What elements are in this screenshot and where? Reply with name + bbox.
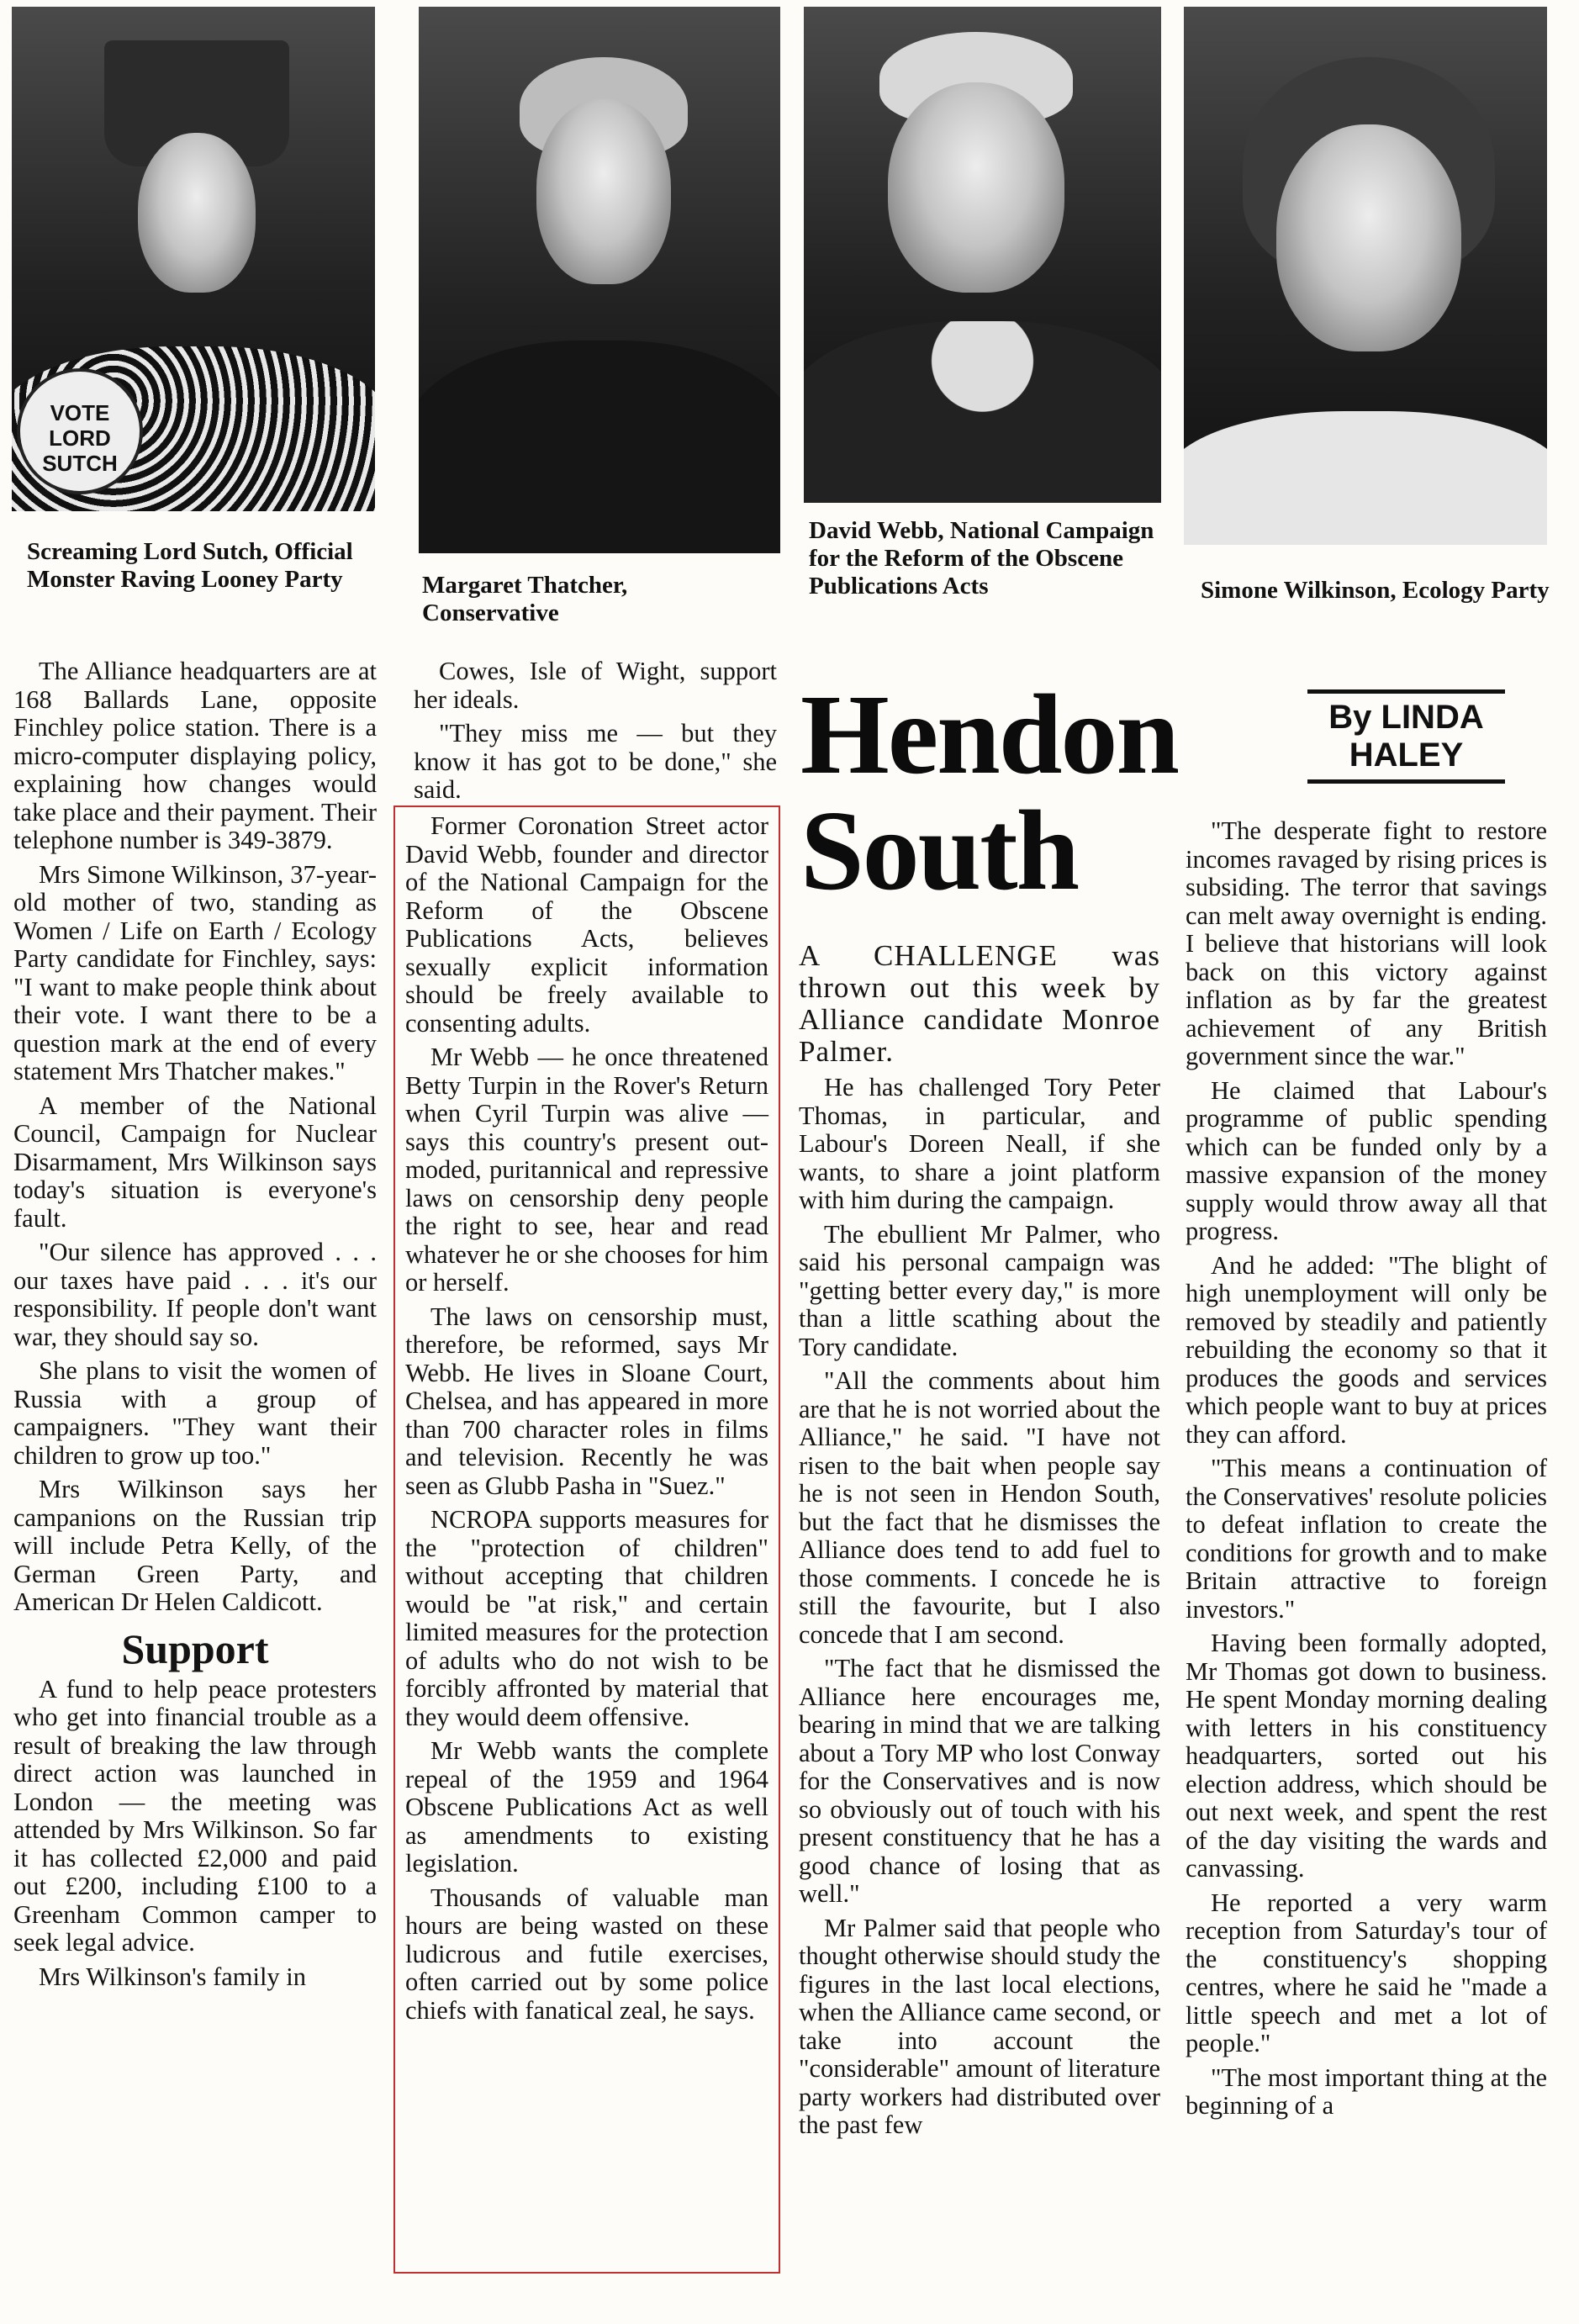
paragraph: "This means a continuation of the Conservatives' resolute policies to defeat inflation to create the conditions for growth and to make Britain attractive to foreign investors."	[1186, 1454, 1547, 1624]
column-2-top	[414, 658, 777, 811]
photo-simone-wilkinson	[1184, 7, 1547, 545]
paragraph: Mr Webb wants the complete repeal of the 1959 and 1964 Obscene Publications Act as well as amendments to existing legislation.	[405, 1736, 768, 1878]
caption-david-webb: David Webb, National Campaign for the Reform of the Obscene Publications Acts	[809, 517, 1154, 599]
paragraph: The Alliance headquarters are at 168 Ballards Lane, opposite Finchley police station. There is a micro-computer displaying policy, explaining how changes would take place and their payment. Their telephone number is 349-3879.	[13, 657, 377, 854]
paragraph: Former Coronation Street actor David Webb, founder and director of the National Campaign for the Reform of the Obscene Publications Acts, believes sexually explicit information should be freely available to consenting adults.	[405, 811, 768, 1038]
caption-margaret-thatcher: Margaret Thatcher, Conservative	[422, 572, 628, 626]
headline: Hendon South	[800, 672, 1179, 914]
paragraph: Mr Webb — he once threatened Betty Turpin in the Rover's Return when Cyril Turpin was alive — says this country's present out-moded, puritannical and repressive laws on censorship deny people the right to see, hear and read whatever he or she chooses for him or herself.	[405, 1043, 768, 1297]
subheading-support: Support	[121, 1624, 269, 1672]
byline: By LINDA HALEY	[1307, 689, 1505, 784]
paragraph: Cowes, Isle of Wight, support her ideals.	[414, 657, 777, 714]
photo-margaret-thatcher	[419, 7, 780, 553]
paragraph: "Our silence has approved . . . our taxes have paid . . . it's our responsibility. If people don't want war, they should say so.	[13, 1238, 377, 1351]
paragraph: Mrs Wilkinson says her campanions on the Russian trip will include Petra Kelly, of the German Green Party, and American Dr Helen Caldicott.	[13, 1475, 377, 1616]
paragraph: The laws on censorship must, therefore, be reformed, says Mr Webb. He lives in Sloane Court, Chelsea, and has appeared in more than 700 character roles in films and television. Recently he was seen as Glubb Pasha in "Suez."	[405, 1302, 768, 1500]
column-1	[13, 658, 377, 1997]
paragraph: She plans to visit the women of Russia with a group of campaigners. "They want their children to grow up too."	[13, 1356, 377, 1470]
caption-lord-sutch: Screaming Lord Sutch, Official Monster Raving Looney Party	[27, 538, 353, 593]
vote-badge: VOTE LORD SUTCH	[17, 368, 143, 494]
paragraph: Thousands of valuable man hours are being wasted on these ludicrous and futile exercises, often carried out by some police chiefs with fanatical zeal, he says.	[405, 1883, 768, 2025]
paragraph: Mr Palmer said that people who thought otherwise should study the figures in the last local elections, when the Alliance came second, or take into account the "considerable" amount of literature party workers had distributed over the past few	[799, 1913, 1160, 2139]
paragraph: Mrs Simone Wilkinson, 37-year-old mother of two, standing as Women / Life on Earth / Ecology Party candidate for Finchley, says: "I want to make people think about their vote. I want there to be a question mark at the end of every statement Mrs Thatcher makes."	[13, 859, 377, 1085]
boxed-article	[405, 812, 768, 2031]
photo-lord-sutch	[12, 7, 375, 511]
paragraph: He has challenged Tory Peter Thomas, in particular, and Labour's Doreen Neall, if she wants, to share a joint platform with him during the campaign.	[799, 1073, 1160, 1214]
paragraph: And he added: "The blight of high unemployment will only be removed by steadily and patiently rebuilding the economy so that it produces the goods and services which people want to buy at prices they can afford.	[1186, 1250, 1547, 1449]
column-3	[799, 940, 1160, 2146]
photo-david-webb	[804, 7, 1161, 503]
paragraph: "The fact that he dismissed the Alliance here encourages me, bearing in mind that we are talking about a Tory MP who lost Conway for the Conservatives and is now so obviously out of touch with his present constituency that he has a good chance of losing that as well."	[799, 1654, 1160, 1908]
paragraph: The ebullient Mr Palmer, who said his personal campaign was "getting better every day," is more than a little scathing about the Tory candidate.	[799, 1219, 1160, 1361]
lead-paragraph: A CHALLENGE was thrown out this week by Alliance candidate Monroe Palmer.	[799, 939, 1160, 1068]
paragraph: Having been formally adopted, Mr Thomas got down to business. He spent Monday morning dealing with letters in his constituency headquarters, sorted out his election address, which should be out next week, and spent the rest of the day visiting the wards and canvassing.	[1186, 1629, 1547, 1883]
paragraph: He reported a very warm reception from Saturday's tour of the constituency's shopping centres, where he said he "made a little speech and met a lot of people."	[1186, 1888, 1547, 2057]
paragraph: He claimed that Labour's programme of public spending which can be funded only by a massive expansion of the money supply would throw away all that progress.	[1186, 1075, 1547, 1245]
paragraph: NCROPA supports measures for the "protection of children" without accepting that children would be "at risk," and certain limited measures for the protection of adults who do not wish to be forcibly affronted by material that they would deem offensive.	[405, 1505, 768, 1731]
paragraph: "They miss me — but they know it has got to be done," she said.	[414, 719, 777, 804]
paragraph: A fund to help peace protesters who get into financial trouble as a result of breaking the law through direct action was launched in London — the meeting was attended by Mrs Wilkinson. So far it has collected £2,000 and paid out £200, including £100 to a Greenham Common camper to seek legal advice.	[13, 1674, 377, 1957]
paragraph: A member of the National Council, Campaign for Nuclear Disarmament, Mrs Wilkinson says today's situation is everyone's fault.	[13, 1091, 377, 1233]
paragraph: Mrs Wilkinson's family in	[39, 1962, 307, 1991]
paragraph: "All the comments about him are that he is not worried about the Alliance," he said. "I have not risen to the bait when people say he is not seen in Hendon South, but the fact that he dismisses the Alliance does tend to add fuel to those comments. I concede he is still the favourite, but I also concede that I am second.	[799, 1366, 1160, 1649]
caption-simone-wilkinson: Simone Wilkinson, Ecology Party	[1201, 577, 1550, 604]
paragraph: "The most important thing at the beginning of a	[1186, 2063, 1547, 2120]
paragraph: "The desperate fight to restore incomes ravaged by rising prices is subsiding. The terror that savings can melt away overnight is ending. I believe that historians will look back on this victory against inflation as by far the greatest achievement of any British government since the war."	[1186, 816, 1547, 1070]
column-4	[1186, 817, 1547, 2126]
